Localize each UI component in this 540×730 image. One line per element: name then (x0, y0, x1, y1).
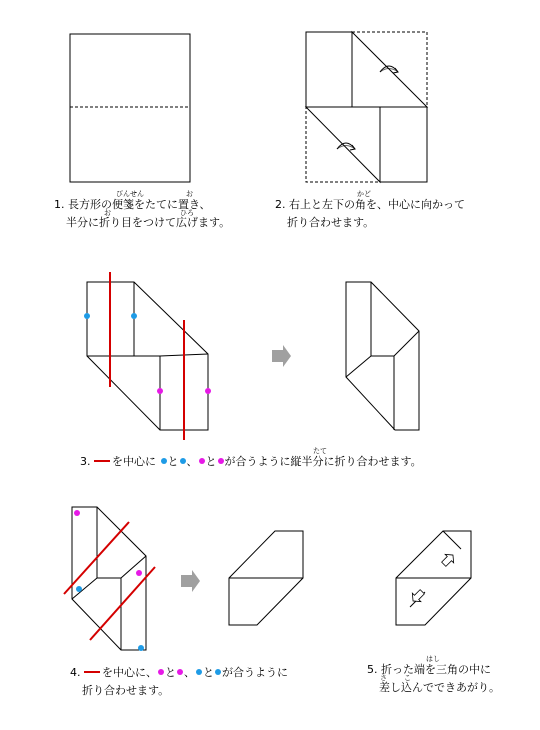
step2-line2: 折り合わせます。 (287, 216, 375, 229)
step4-text4: と (203, 666, 214, 679)
step2-caption (275, 198, 465, 230)
top-left-panel (306, 32, 352, 107)
blue-dot-legend (161, 458, 167, 464)
magenta-dot-legend (199, 458, 205, 464)
magenta-dot-legend (158, 669, 164, 675)
ruby-hashi: はし (426, 655, 440, 663)
step4-line2: 折り合わせます。 (82, 684, 170, 697)
step3-text5: が合うように縦半分に折り合わせます。 (224, 455, 422, 468)
red-line-legend (84, 671, 100, 673)
step5-line1: 5. 折った端を三角の中に (367, 663, 491, 676)
crease (443, 531, 461, 549)
step3-text2: と (167, 455, 179, 468)
step4-text1: を中心に、 (102, 666, 157, 679)
magenta-dot (205, 388, 211, 394)
blue-dot-legend (180, 458, 186, 464)
step1-caption (54, 198, 230, 230)
magenta-dot (74, 510, 80, 516)
blue-dot (131, 313, 137, 319)
blue-dot-legend (215, 669, 221, 675)
step3-text4: と (205, 455, 217, 468)
ruby-o: お (186, 190, 193, 198)
step3-text3: 、 (186, 455, 198, 468)
step5-line2: 差し込んでできあがり。 (379, 681, 500, 694)
letter-paper (70, 34, 190, 182)
ruby-hiro: ひろ (180, 209, 194, 217)
step4-text2: と (165, 666, 176, 679)
step4-figure (64, 507, 155, 651)
step5-caption (367, 663, 500, 695)
bottom-right-panel (380, 107, 427, 182)
magenta-dot (157, 388, 163, 394)
blue-dot (84, 313, 90, 319)
blue-dot (138, 645, 144, 651)
gray-right-arrow-icon (272, 345, 291, 367)
red-line-legend (94, 460, 110, 462)
step1-line1: 1. 長方形の便箋をたてに置き、 (54, 198, 211, 211)
ruby-binsen: びんせん (116, 190, 144, 198)
ruby-sa: さ (380, 674, 387, 682)
gray-right-arrow-icon (181, 570, 200, 592)
step4-result-figure (229, 531, 303, 625)
step2-line1: 2. 右上と左下の角を、中心に向かって (275, 198, 465, 211)
ruby-tate: たて (313, 447, 327, 455)
step4-caption (70, 666, 288, 698)
crease (346, 356, 371, 377)
step5-figure (396, 531, 471, 625)
step4-text5: が合うように (222, 666, 288, 679)
step2-figure (306, 32, 427, 182)
blue-dot (76, 586, 82, 592)
step3-text1: を中心に (112, 455, 156, 468)
step4-text3: 、 (184, 666, 195, 679)
crease (394, 331, 419, 356)
step3-figure (84, 272, 211, 440)
ruby-kado: かど (357, 190, 371, 198)
step1-line2: 半分に折り目をつけて広げます。 (66, 216, 231, 229)
crease (121, 556, 146, 578)
curved-fold-arrow-icon (337, 143, 355, 150)
step3-caption (80, 455, 422, 469)
magenta-dot-legend (177, 669, 183, 675)
ruby-ko: こ (404, 674, 411, 682)
tuck-in-arrow-icon (409, 588, 427, 606)
step3-number: 3. (80, 455, 91, 468)
magenta-dot (136, 570, 142, 576)
bottom-left-folded-triangle (306, 107, 380, 182)
magenta-dot-legend (218, 458, 224, 464)
top-right-folded-triangle (352, 32, 427, 107)
step1-figure (70, 34, 190, 182)
ruby-o2: お (104, 209, 111, 217)
step4-line1 (70, 666, 288, 680)
step3-result-figure (346, 282, 419, 430)
blue-dot-legend (196, 669, 202, 675)
tuck-in-arrow-icon (440, 551, 458, 569)
step4-number: 4. (70, 666, 81, 679)
